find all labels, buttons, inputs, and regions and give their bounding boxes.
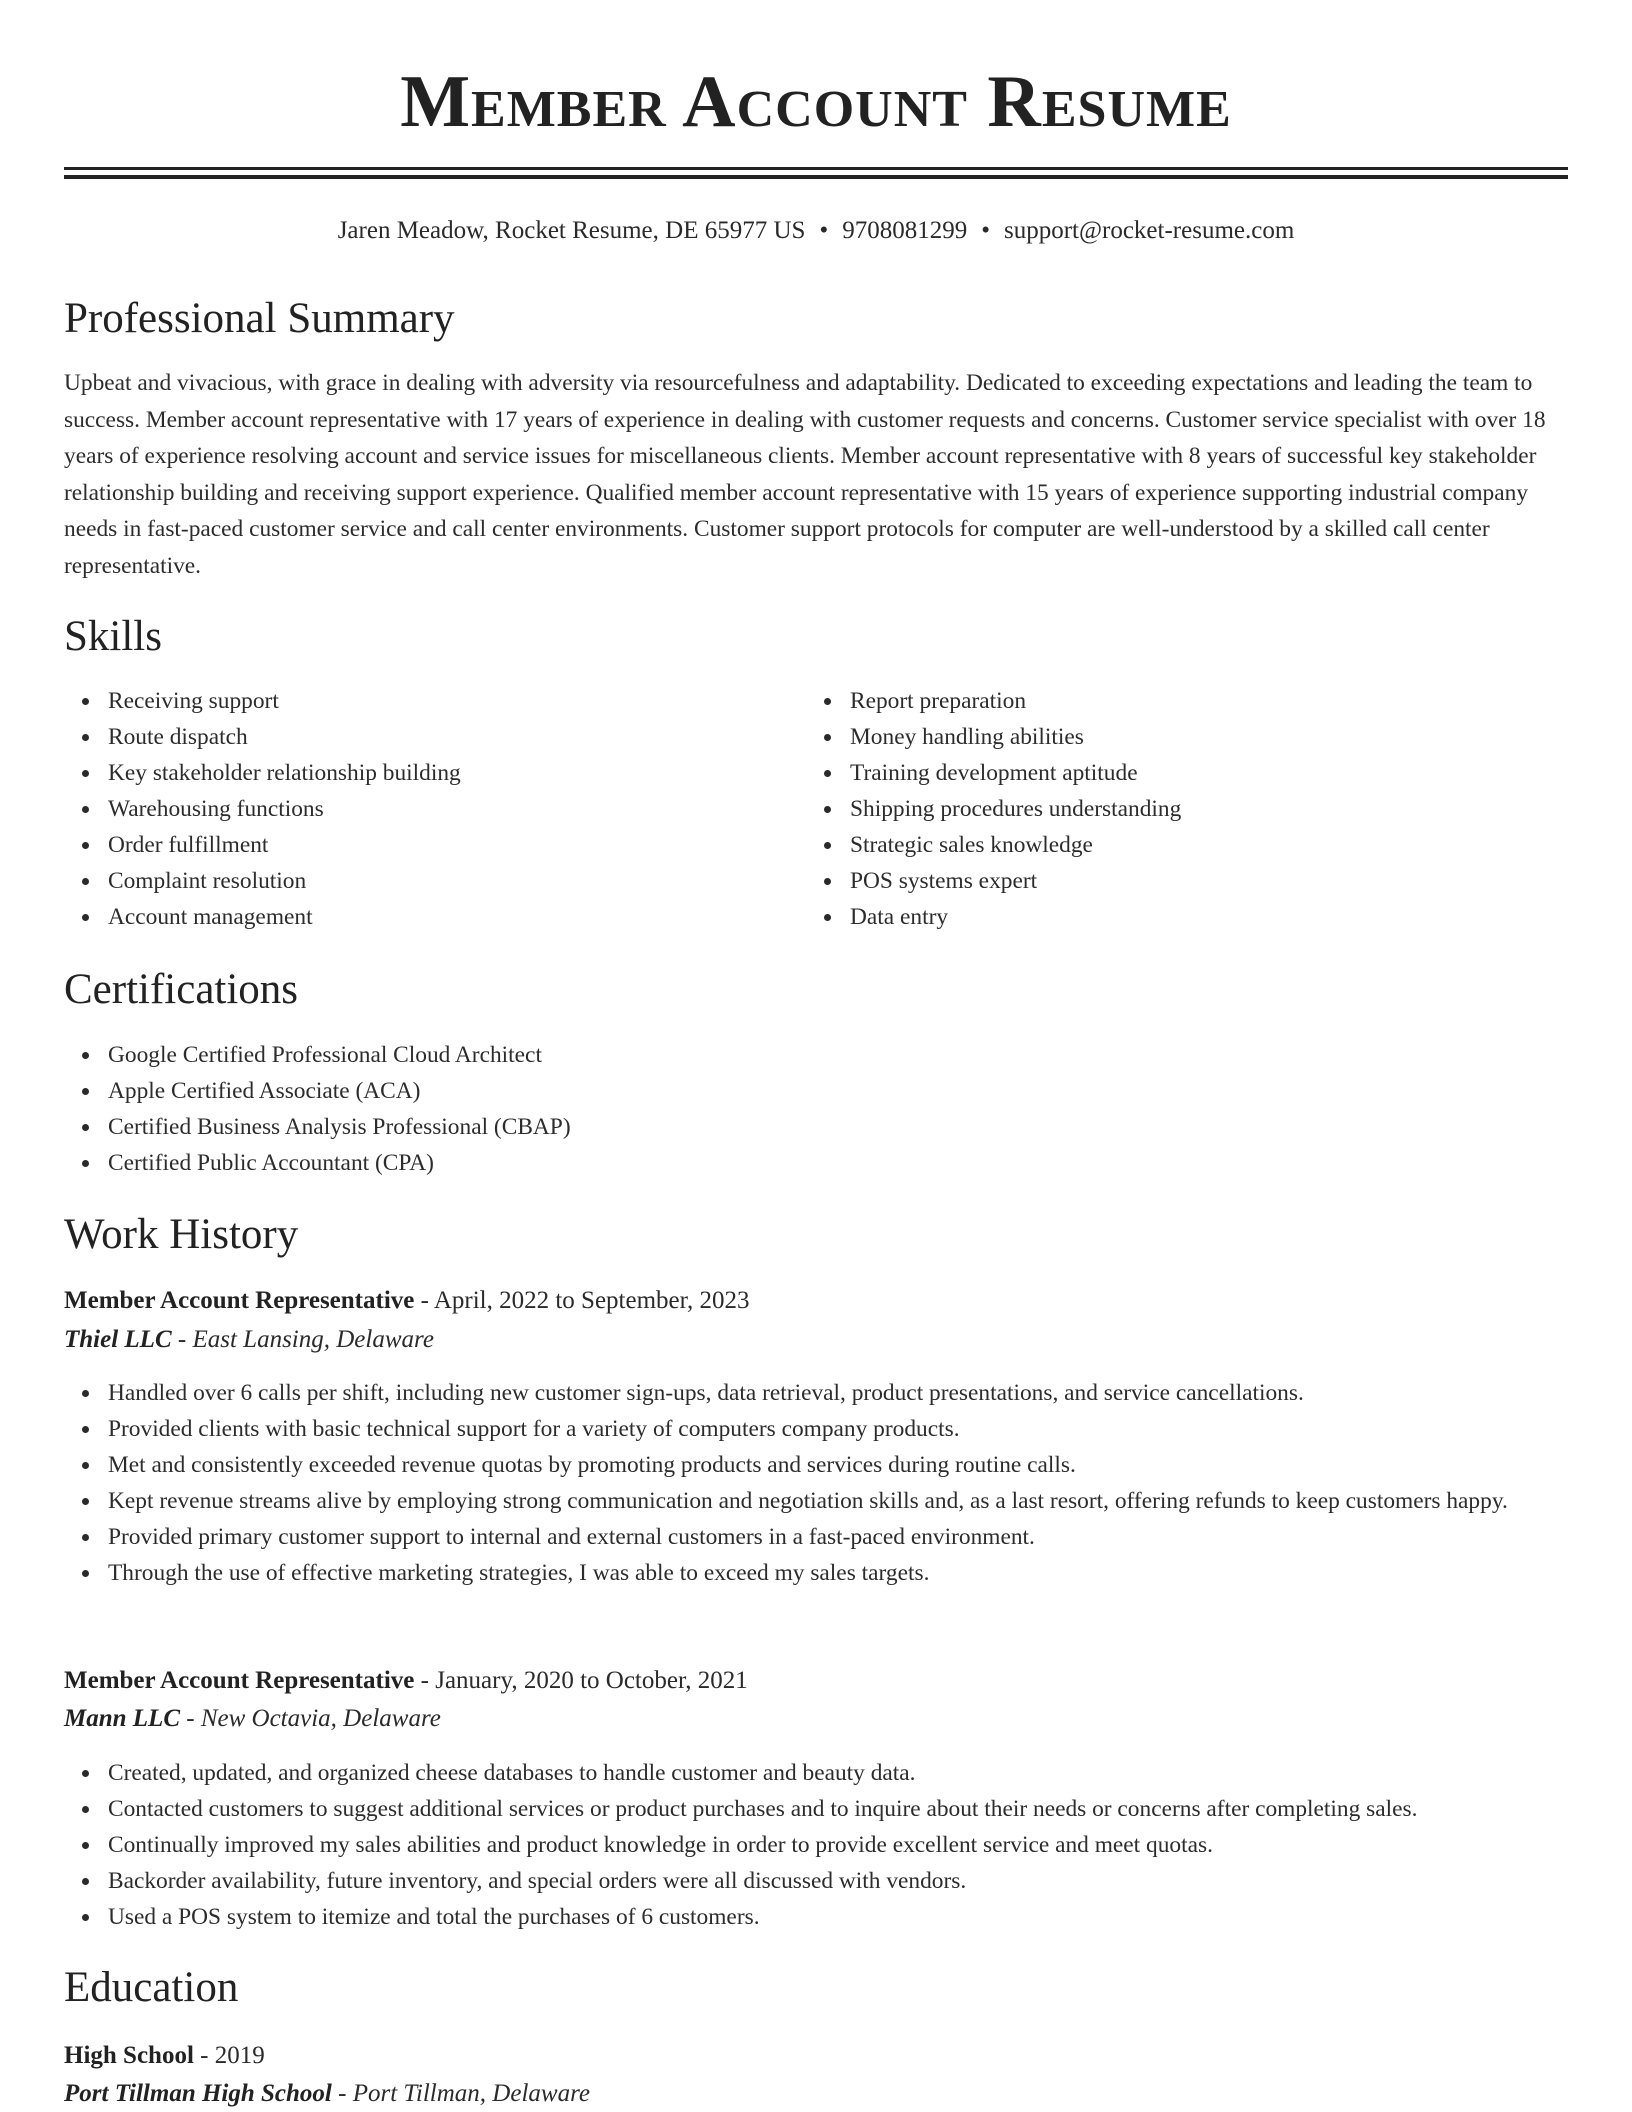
job-bullet: Used a POS system to itemize and total the purchases of 6 customers. [108,1899,1568,1935]
job-bullet: Provided primary customer support to internal and external customers in a fast-paced environment. [108,1519,1568,1555]
skills-list-left [64,683,461,935]
certifications-heading: Certifications [64,966,299,1013]
skill-item: POS systems expert [850,863,1181,899]
job-bullet: Contacted customers to suggest additional services or product purchases and to inquire about their needs or concerns after completing sales. [108,1791,1568,1827]
job-bullet: Handled over 6 calls per shift, including new customer sign-ups, data retrieval, product presentations, and service cancellations. [108,1375,1568,1411]
job-employer-line [64,1701,441,1737]
skill-item: Strategic sales knowledge [850,827,1181,863]
contact-separator: • [819,217,829,244]
skill-item: Money handling abilities [850,719,1181,755]
skill-item: Data entry [850,899,1181,935]
skill-item: Training development aptitude [850,755,1181,791]
skill-item: Route dispatch [108,719,461,755]
summary-heading: Professional Summary [64,295,455,342]
work-history-heading: Work History [64,1211,299,1258]
job-bullet: Provided clients with basic technical support for a variety of computers company products. [108,1411,1568,1447]
summary-text: Upbeat and vivacious, with grace in dealing with adversity via resourcefulness and adaptability. Dedicated to exceeding expectations and leading the team to success. Member account representative with 17 years of experience in dealing with customer requests and concerns. Customer service specialist with over 18 years of experience resolving account and service issues for miscellaneous clients. Member account representative with 8 years of successful key stakeholder relationship building and receiving support experience. Qualified member account representative with 15 years of experience supporting industrial company needs in fast-paced customer service and call center environments. Customer support protocols for computer are well-understood by a skilled call center representative. [64,370,1546,579]
job-title-line [64,1283,749,1319]
skill-item: Receiving support [108,683,461,719]
education-degree-line [64,2038,265,2074]
contact-line [64,213,1568,249]
job-location: - New Octavia, Delaware [180,1705,441,1732]
resume-title: Member Account Resume [400,61,1232,143]
skill-item: Warehousing functions [108,791,461,827]
education-location: - Port Tillman, Delaware [331,2080,590,2107]
skills-list-right [806,683,1181,935]
job-dates: - January, 2020 to October, 2021 [414,1667,748,1694]
certifications-list [64,1037,571,1181]
skill-item: Complaint resolution [108,863,461,899]
job-bullet: Backorder availability, future inventory, and special orders were all discussed with vendors. [108,1863,1568,1899]
certification-item: Apple Certified Associate (ACA) [108,1073,571,1109]
resume-page [64,0,1568,2107]
job-bullets [64,1755,1568,1935]
job-bullet: Through the use of effective marketing strategies, I was able to exceed my sales targets. [108,1555,1568,1591]
certification-item: Google Certified Professional Cloud Architect [108,1037,571,1073]
certification-item: Certified Public Accountant (CPA) [108,1145,571,1181]
skill-item: Order fulfillment [108,827,461,863]
job-bullet: Kept revenue streams alive by employing strong communication and negotiation skills and, as a last resort, offering refunds to keep customers happy. [108,1483,1568,1519]
skill-item: Key stakeholder relationship building [108,755,461,791]
skills-heading: Skills [64,613,162,660]
job-title-line [64,1663,748,1699]
education-heading: Education [64,1964,239,2011]
education-year: - 2019 [193,2042,265,2069]
contact-address: Jaren Meadow, Rocket Resume, DE 65977 US [337,217,806,244]
contact-phone: 9708081299 [842,217,968,244]
job-bullet: Created, updated, and organized cheese databases to handle customer and beauty data. [108,1755,1568,1791]
job-company: Thiel LLC [64,1326,172,1353]
job-bullet: Met and consistently exceeded revenue quotas by promoting products and services during routine calls. [108,1447,1568,1483]
certification-item: Certified Business Analysis Professional (CBAP) [108,1109,571,1145]
job-bullet: Continually improved my sales abilities and product knowledge in order to provide excellent service and meet quotas. [108,1827,1568,1863]
skill-item: Report preparation [850,683,1181,719]
title-rule-thick [64,167,1568,170]
title-rule-thin [64,175,1568,179]
contact-email: support@rocket-resume.com [1003,217,1295,244]
job-employer-line [64,1322,434,1358]
education-school-line [64,2076,590,2112]
skill-item: Account management [108,899,461,935]
job-bullets [64,1375,1568,1591]
job-role: Member Account Representative [64,1667,415,1694]
job-role: Member Account Representative [64,1287,415,1314]
skill-item: Shipping procedures understanding [850,791,1181,827]
job-location: - East Lansing, Delaware [171,1326,434,1353]
education-degree: High School [64,2042,194,2069]
contact-separator: • [981,217,990,244]
education-school: Port Tillman High School [64,2080,332,2107]
job-dates: - April, 2022 to September, 2023 [414,1287,750,1314]
job-company: Mann LLC [64,1705,181,1732]
